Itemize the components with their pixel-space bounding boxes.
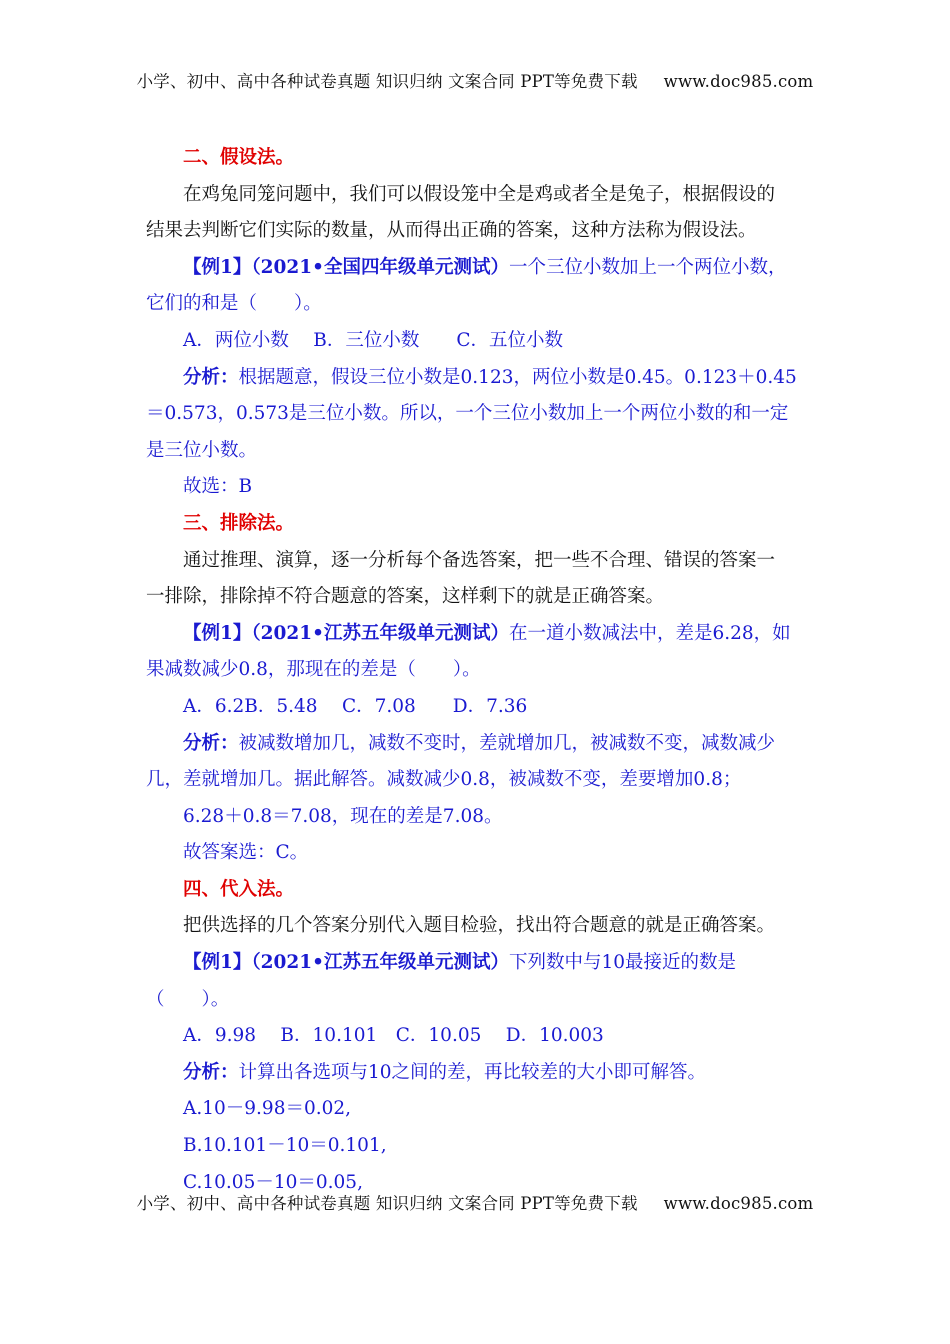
calc-line-b: B.10.101－10＝0.101, [183,1135,387,1157]
page-footer [0,1190,950,1214]
analysis-tag: 分析： [183,1061,239,1083]
document-body [146,140,806,1201]
example-question [146,616,806,653]
example-question [146,945,806,982]
example-text: 一个三位小数加上一个两位小数， [508,256,787,278]
analysis-text: 被减数增加几，减数不变时，差就增加几，被减数不变，减数减少 [238,732,776,754]
example-tag: 【例1】 [183,256,252,278]
section-desc-line: 结果去判断它们实际的数量，从而得出正确的答案，这种方法称为假设法。 [146,220,757,242]
example-options: A．9.98 B．10.101 C．10.05 D．10.003 [183,1025,604,1047]
page-header [0,68,950,92]
example-text-line: （ ）。 [146,988,230,1010]
answer-line: 故选：B [183,476,253,498]
calc-line-a: A.10－9.98＝0.02, [183,1098,352,1120]
section-title-assumption: 二、假设法。 [183,147,295,168]
section-desc-line: 在鸡兔同笼问题中，我们可以假设笼中全是鸡或者全是兔子，根据假设的 [183,183,776,205]
analysis-text: 根据题意，假设三位小数是0.123，两位小数是0.45。0.123＋0.45 [238,366,797,388]
example-text-line: 它们的和是（ ）。 [146,293,322,315]
footer-text: 小学、初中、高中各种试卷真题 知识归纳 文案合同 PPT等免费下载 [136,1194,638,1213]
section-title-substitution: 四、代入法。 [183,878,295,900]
answer-line: 故答案选：C。 [183,842,309,864]
example-source: （2021•江苏五年级单元测试） [251,952,509,974]
footer-url[interactable]: www.doc985.com [663,1194,814,1213]
section-desc-line: 通过推理、演算，逐一分析每个备选答案，把一些不合理、错误的答案一 [183,549,776,571]
header-url[interactable]: www.doc985.com [663,72,814,91]
section-desc-line: 一排除，排除掉不符合题意的答案，这样剩下的就是正确答案。 [146,586,665,608]
example-text: 在一道小数减法中，差是6.28，如 [508,622,791,644]
example-options: A．两位小数 B．三位小数 C．五位小数 [183,329,563,351]
example-text-line: 果减数减少0.8，那现在的差是（ ）。 [146,659,481,681]
analysis-tag: 分析： [183,366,239,388]
section-title-elimination: 三、排除法。 [183,512,295,534]
analysis-line: 是三位小数。 [146,439,258,461]
example-options: A．6.2B．5.48 C．7.08 D．7.36 [183,695,528,717]
example-question [146,250,806,287]
analysis-line [146,1055,806,1092]
analysis-line [146,360,806,397]
analysis-text: 计算出各选项与10之间的差，再比较差的大小即可解答。 [238,1061,707,1083]
section-desc-line: 把供选择的几个答案分别代入题目检验，找出符合题意的就是正确答案。 [183,915,776,937]
example-tag: 【例1】 [183,622,252,644]
example-source: （2021•江苏五年级单元测试） [251,622,509,644]
analysis-tag: 分析： [183,732,239,754]
analysis-line [146,726,806,763]
analysis-line: ＝0.573，0.573是三位小数。所以，一个三位小数加上一个两位小数的和一定 [146,403,789,425]
analysis-line: 6.28＋0.8＝7.08，现在的差是7.08。 [183,805,503,827]
example-text: 下列数中与10最接近的数是 [508,952,736,974]
header-text: 小学、初中、高中各种试卷真题 知识归纳 文案合同 PPT等免费下载 [136,72,638,91]
example-tag: 【例1】 [183,952,252,974]
example-source: （2021•全国四年级单元测试） [251,256,509,278]
analysis-line: 几，差就增加几。据此解答。减数减少0.8，被减数不变，差要增加0.8； [146,769,742,791]
calc-line-c: C.10.05－10＝0.05, [183,1171,363,1193]
